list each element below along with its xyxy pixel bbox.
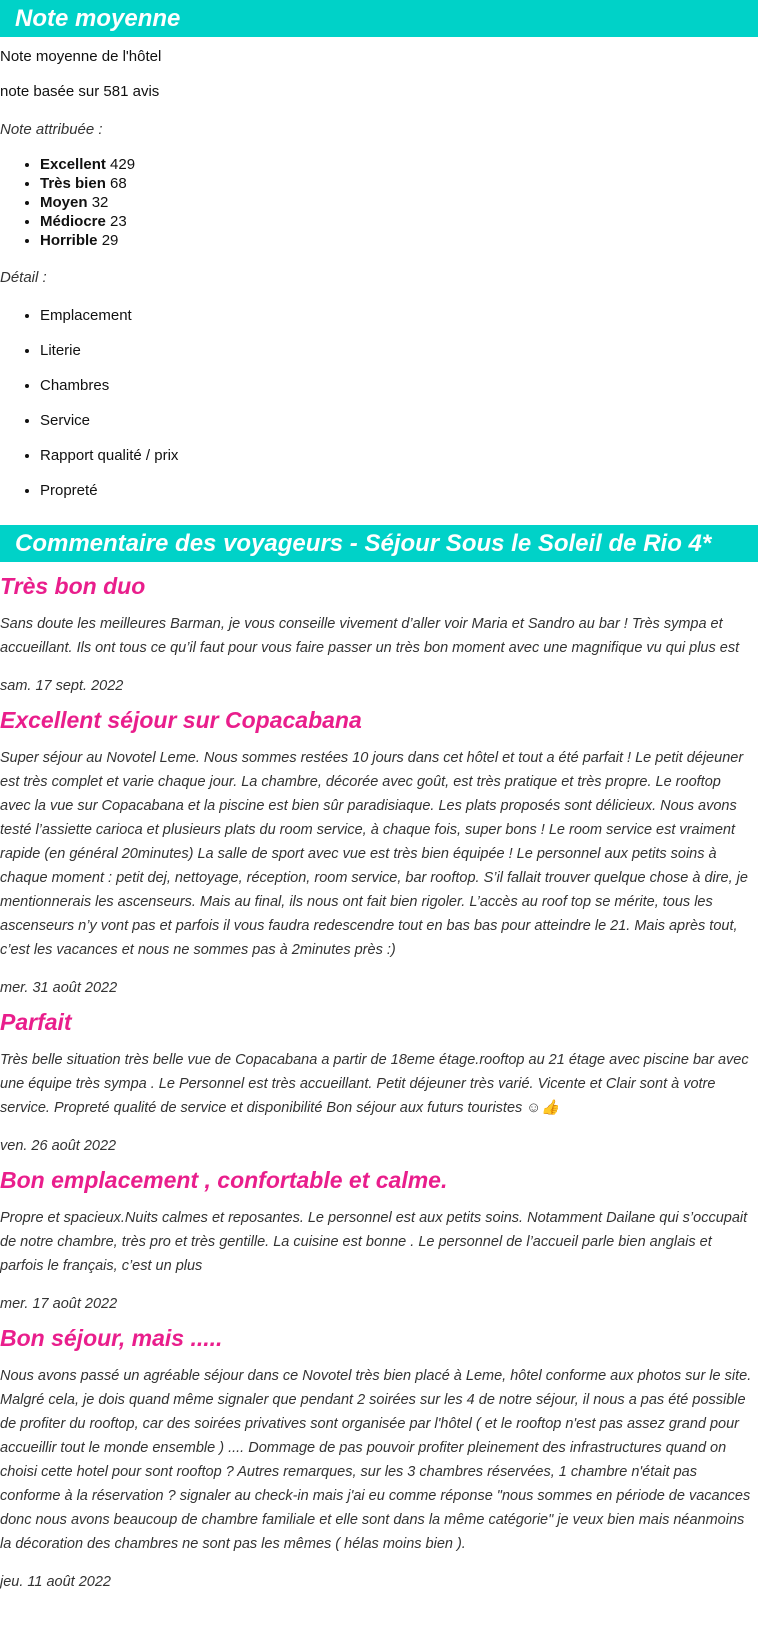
based-on-count: note basée sur 581 avis [0,83,160,100]
attributed-label: Note attribuée : [0,121,103,138]
rating-count: 429 [110,156,136,173]
rating-label: Excellent [40,156,106,173]
review-text: Propre et spacieux.Nuits calmes et reposantes. Le personnel est aux petits soins. Notamment Dailane qui s’occupait de notre chambre, très pro et très gentille. La cuisine est bonne . Le personnel de l’accueil parle bien anglais et parfois le français, c’est un plus [0,1210,748,1274]
review-title: Bon séjour, mais ..... [0,1325,223,1351]
rating-label: Médiocre [40,213,106,230]
hotel-average-label: Note moyenne de l'hôtel [0,48,162,65]
average-rating-section [0,0,758,501]
review-item [0,1006,758,1156]
review-text: Sans doute les meilleures Barman, je vous conseille vivement d’aller voir Maria et Sandro au bar ! Très sympa et accueillant. Ils ont tous ce qu’il faut pour vous faire passer un très bon moment avec une magnifique vu qui plus est [0,616,740,656]
rating-item [40,174,758,193]
review-item [0,1164,758,1314]
rating-label: Moyen [40,194,88,211]
review-title: Parfait [0,1009,72,1035]
reviews-section [0,525,758,1592]
rating-count: 29 [101,232,119,249]
review-text: Nous avons passé un agréable séjour dans ce Novotel très bien placé à Leme, hôtel conforme aux photos sur le site. Malgré cela, je dois quand même signaler que pendant 2 soirées sur les 4 de notre séjour, il nous a pas été possible de profiter du rooftop, car des soirées privatives sont organisée par l'hôtel ( et le rooftop n'est pas assez grand pour accueillir tout le monde ensemble ) .... Dommage de pas pouvoir profiter pleinement des infrastructures quand on choisi cette hotel pour sont rooftop ? Autres remarques, sur les 3 chambres réservées, 1 chambre n'était pas conforme à la réservation ? signaler au check-in mais j'ai eu comme réponse "nous sommes en période de vacances donc nous avons beaucoup de chambre familiale et elle sont dans la même catégorie" je veux bien mais néanmoins la décoration des chambres ne sont pas les mêmes ( hélas moins bien ). [0,1368,752,1552]
detail-list [0,306,758,501]
rating-item [40,193,758,212]
review-text: Très belle situation très belle vue de Copacabana a partir de 18eme étage.rooftop au 21 étage avec piscine bar avec une équipe très sympa . Le Personnel est très accueillant. Petit déjeuner très varié. Vicente et Clair sont à votre service. Propreté qualité de service et disponibilité Bon séjour aux futurs touristes ☺👍 [0,1052,749,1116]
review-title: Bon emplacement , confortable et calme. [0,1167,448,1193]
rating-item [40,212,758,231]
detail-label: Détail : [0,269,47,286]
review-date: jeu. 11 août 2022 [0,1574,111,1590]
ratings-list [0,155,758,250]
rating-label: Horrible [40,232,98,249]
review-text: Super séjour au Novotel Leme. Nous sommes restées 10 jours dans cet hôtel et tout a été parfait ! Le petit déjeuner est très complet et varie chaque jour. La chambre, décorée avec goût, est très pratique et très propre. Le rooftop avec la vue sur Copacabana et la piscine est bien sûr paradisiaque. Les plats proposés sont délicieux. Nous avons testé l’assiette carioca et plusieurs plats du room service, à chaque fois, super bons ! Le room service est vraiment rapide (en général 20minutes) La salle de sport avec vue est très bien équipée ! Le personnel aux petits soins à chaque moment : petit dej, nettoyage, réception, room service, bar rooftop. S’il fallait trouver quelque chose à dire, je mentionnerais les ascenseurs. Mais au final, ils nous ont fait bien rigoler. L’accès au roof top se mérite, tous les ascenseurs n’y vont pas et parfois il vous faudra redescendre tout en bas bas pour atteindre le 21. Mais après tout, c’est les vacances et nous ne sommes pas à 2minutes près :) [0,750,748,958]
detail-item: • Service [40,411,758,431]
reviews-header: Commentaire des voyageurs - Séjour Sous le Soleil de Rio 4* [0,525,758,562]
detail-item: • Propreté [40,481,758,501]
review-title: Très bon duo [0,573,146,599]
detail-item: • Chambres [40,376,758,396]
review-item [0,704,758,998]
detail-item: • Rapport qualité / prix [40,446,758,466]
review-item [0,570,758,696]
review-date: mer. 17 août 2022 [0,1296,118,1312]
rating-item [40,231,758,250]
review-date: ven. 26 août 2022 [0,1138,117,1154]
rating-count: 23 [110,213,127,230]
review-item [0,1322,758,1592]
review-date: mer. 31 août 2022 [0,980,118,996]
review-date: sam. 17 sept. 2022 [0,678,124,694]
rating-label: Très bien [40,175,106,192]
average-rating-header: Note moyenne [0,0,758,37]
detail-item: • Literie [40,341,758,361]
review-title: Excellent séjour sur Copacabana [0,707,362,733]
rating-item [40,155,758,174]
detail-item: • Emplacement [40,306,758,326]
rating-count: 32 [91,194,109,211]
rating-count: 68 [110,175,127,192]
